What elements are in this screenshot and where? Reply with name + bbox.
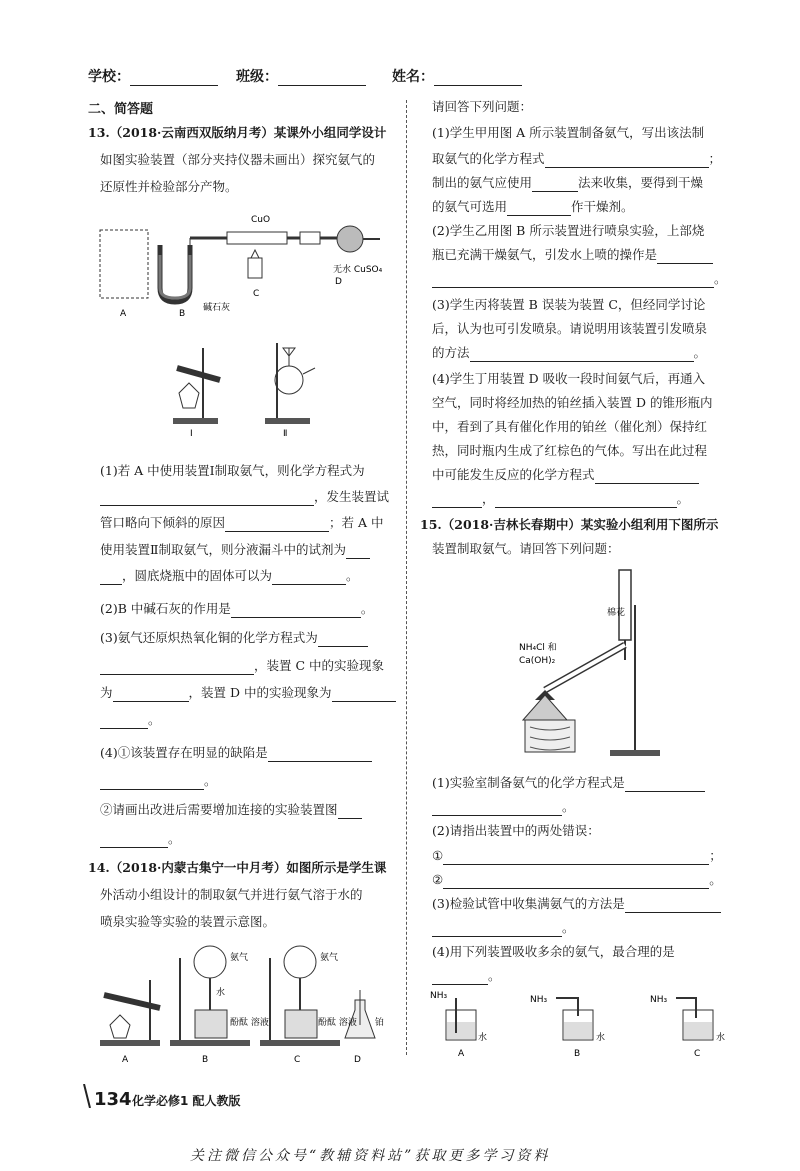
- q13-generators-figure: [165, 338, 325, 438]
- wechat-watermark: 关注微信公众号“教辅资料站”获取更多学习资料: [190, 1148, 551, 1164]
- option-c-label: C: [694, 1049, 701, 1059]
- q15-line-2: 装置制取氨气。请回答下列问题：: [432, 541, 620, 556]
- q13-1-line-1: (1)若 A 中使用装置Ⅰ制取氨气，则化学方程式为: [100, 463, 365, 478]
- q14-line-2: 外活动小组设计的制取氨气并进行氨气溶于水的: [100, 887, 363, 902]
- q14-4-line-4: 热，同时瓶内生成了红棕色的气体。写出在此过程: [432, 443, 708, 458]
- page-number: 134: [94, 1089, 132, 1110]
- q14-4-line-6: ， 。: [432, 490, 689, 508]
- q14-line-3: 喷泉实验等实验的装置示意图。: [100, 914, 276, 929]
- q15-1-line-2: 。: [432, 798, 575, 816]
- fig-a-label: A: [120, 309, 127, 319]
- ammonia-label-b: 氨气: [230, 953, 249, 963]
- q14-prompt: 请回答下列问题：: [432, 99, 533, 114]
- cuo-label: CuO: [251, 215, 271, 225]
- q14-2-line-1: (2)学生乙用图 B 所示装置进行喷泉实验，上部烧: [432, 223, 705, 238]
- q13-line-3: 还原性并检验部分产物。: [100, 179, 238, 194]
- q15-4-line-1: (4)用下列装置吸收多余的氨气，最合理的是: [432, 944, 675, 959]
- q14-4-line-5: 中可能发生反应的化学方程式: [432, 466, 699, 484]
- reagent-label-1: NH₄Cl 和: [519, 643, 557, 653]
- option-b-label: B: [574, 1049, 581, 1059]
- nh3-label-c: NH₃: [650, 995, 668, 1005]
- water-label-a: 水: [478, 1033, 488, 1043]
- school-label: 学校：: [88, 66, 218, 86]
- q14-4-line-1: (4)学生丁用装置 D 吸收一段时间氨气后，再通入: [432, 371, 706, 386]
- q13-line-1: 13.（2018·云南西双版纳月考）某课外小组同学设计: [88, 125, 387, 140]
- q14-fig-a-label: A: [122, 1055, 129, 1065]
- column-divider: [406, 100, 407, 1055]
- q14-1-line-4: 的氨气可选用 作干燥剂。: [432, 199, 634, 214]
- cuso4-label: 无水 CuSO₄: [333, 265, 383, 275]
- option-a-label: A: [458, 1049, 465, 1059]
- class-label: 班级：: [236, 66, 366, 86]
- phenolphthalein-label-b: 酚酞 溶液: [230, 1018, 269, 1028]
- q13-3-line-1: (3)氨气还原炽热氧化铜的化学方程式为: [100, 629, 368, 647]
- section-title: 二、简答题: [88, 102, 154, 117]
- q14-3-line-2: 后，认为也可引发喷泉。请说明用该装置引发喷泉: [432, 321, 708, 336]
- q14-apparatus-figure: [90, 940, 395, 1075]
- q15-absorption-options-figure: [428, 988, 728, 1063]
- q14-fig-c-label: C: [294, 1055, 301, 1065]
- reagent-label-2: Ca(OH)₂: [519, 656, 556, 666]
- q14-1-line-1: (1)学生甲用图 A 所示装置制备氨气，写出该法制: [432, 125, 705, 140]
- q14-3-line-1: (3)学生丙将装置 B 误装为装置 C，但经同学讨论: [432, 297, 706, 312]
- fig-c-label: C: [253, 289, 260, 299]
- q13-4-line-2: 。: [100, 772, 217, 790]
- q13-1-line-3: 管口略向下倾斜的原因 ；若 A 中: [100, 515, 384, 530]
- q15-1-line-1: (1)实验室制备氨气的化学方程式是: [432, 774, 705, 792]
- q13-3-line-3: 为 ，装置 D 中的实验现象为: [100, 684, 396, 702]
- water-label-b: 水: [596, 1033, 606, 1043]
- name-label: 姓名：: [392, 66, 522, 86]
- platinum-label: 铂: [375, 1018, 385, 1028]
- q15-2-line-3: ② 。: [432, 872, 722, 887]
- q15-apparatus-figure: [515, 565, 665, 760]
- ammonia-label-c: 氨气: [320, 953, 339, 963]
- q14-4-line-3: 中，看到了具有催化作用的铂丝（催化剂）保持红: [432, 419, 708, 434]
- q15-4-line-2: 。: [432, 967, 501, 985]
- cotton-label: 棉花: [607, 608, 626, 618]
- water-label: 水: [216, 988, 226, 998]
- q13-1-line-2: ，发生装置试: [100, 488, 389, 506]
- footer-slash-icon: [82, 1084, 92, 1108]
- q13-apparatus-figure: [95, 210, 395, 320]
- q13-3-line-2: ，装置 C 中的实验现象: [100, 657, 384, 675]
- q15-3-line-2: 。: [432, 919, 575, 937]
- book-title: 化学必修1 配人教版: [132, 1094, 241, 1108]
- fig-d-label: D: [335, 277, 342, 287]
- q13-3-line-4: 。: [100, 711, 161, 729]
- q14-1-line-2: 取氨气的化学方程式 ；: [432, 151, 722, 166]
- q13-2: (2)B 中碱石灰的作用是 。: [100, 601, 374, 616]
- q14-4-line-2: 空气，同时将经加热的铂丝插入装置 D 的锥形瓶内: [432, 395, 713, 410]
- q13-4-line-1: (4)①该装置存在明显的缺陷是: [100, 744, 372, 762]
- q15-3-line-1: (3)检验试管中收集满氨气的方法是: [432, 895, 721, 913]
- q13-4-line-4: 。: [100, 830, 181, 848]
- q13-4-line-3: ②请画出改进后需要增加连接的实验装置图: [100, 801, 362, 819]
- q14-2-line-2: 瓶已充满干燥氨气，引发水上喷的操作是: [432, 246, 713, 264]
- q15-2-line-2: ① ；: [432, 848, 722, 863]
- q14-1-line-3: 制出的氨气应使用 法来收集，要得到干燥: [432, 175, 704, 190]
- q14-fig-b-label: B: [202, 1055, 209, 1065]
- q14-line-1: 14.（2018·内蒙古集宁一中月考）如图所示是学生课: [88, 860, 387, 875]
- nh3-label-b: NH₃: [530, 995, 548, 1005]
- q15-2-line-1: (2)请指出装置中的两处错误：: [432, 823, 600, 838]
- q14-3-line-3: 的方法 。: [432, 345, 707, 360]
- q13-line-2: 如图实验装置（部分夹持仪器未画出）探究氨气的: [100, 152, 376, 167]
- water-label-c: 水: [716, 1033, 726, 1043]
- nh3-label-a: NH₃: [430, 991, 448, 1001]
- device-i-label: Ⅰ: [190, 429, 193, 438]
- device-ii-label: Ⅱ: [283, 429, 288, 438]
- phenolphthalein-label-c: 酚酞 溶液: [318, 1018, 357, 1028]
- q14-fig-d-label: D: [354, 1055, 361, 1065]
- q13-1-line-4: 使用装置Ⅱ制取氨气，则分液漏斗中的试剂为: [100, 541, 370, 559]
- q13-1-line-5: ，圆底烧瓶中的固体可以为 。: [100, 567, 359, 585]
- soda-lime-label: 碱石灰: [203, 303, 231, 313]
- q14-2-line-3: 。: [432, 270, 727, 288]
- q15-line-1: 15.（2018·吉林长春期中）某实验小组利用下图所示: [420, 517, 719, 532]
- fig-b-label: B: [179, 309, 186, 319]
